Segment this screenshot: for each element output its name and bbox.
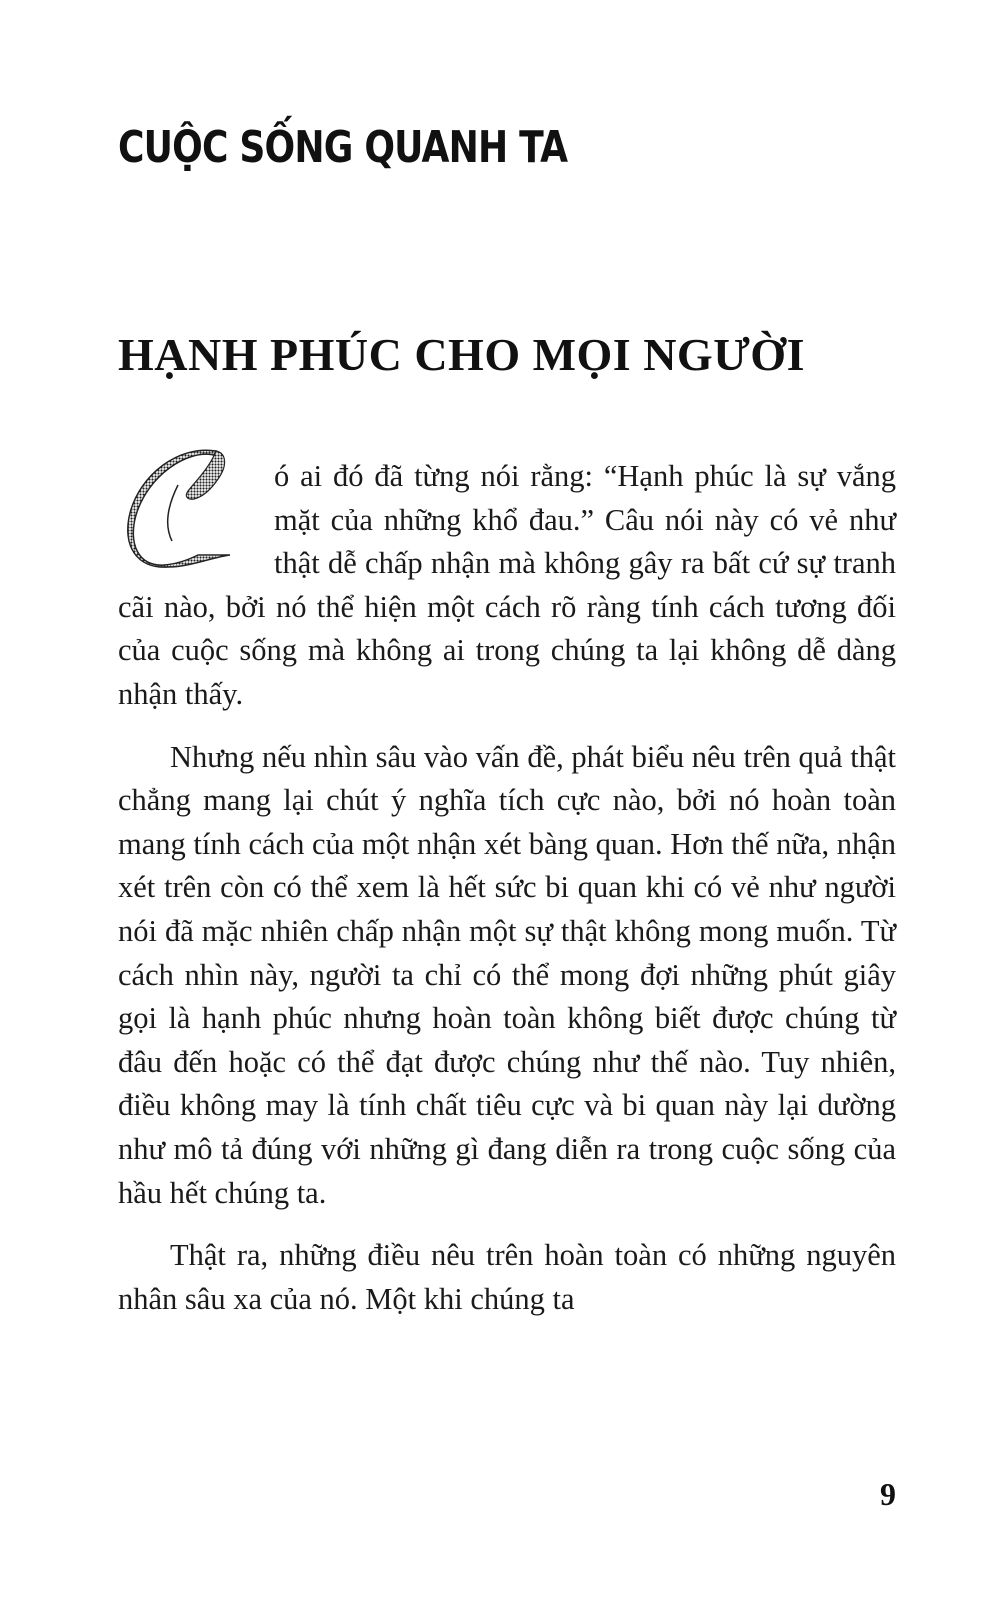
page-number: 9: [880, 1476, 896, 1512]
section-title: CUỘC SỐNG QUANH TA: [118, 122, 568, 173]
paragraph-2: Nhưng nếu nhìn sâu vào vấn đề, phát biểu nêu trên quả thật chẳng mang lại chút ý nghĩa tích cực nào, bởi nó hoàn toàn mang tính cách của một nhận xét bàng quan. Hơn thế nữa, nhận xét trên còn có thể xem là hết sức bi quan khi có vẻ như người nói đã mặc nhiên chấp nhận một sự thật không mong muốn. Từ cách nhìn này, người ta chỉ có thể mong đợi những phút giây gọi là hạnh phúc nhưng hoàn toàn không biết được chúng từ đâu đến hoặc có thể đạt được chúng như thế nào. Tuy nhiên, điều không may là tính chất tiêu cực và bi quan này lại dường như mô tả đúng với những gì đang diễn ra trong cuộc sống của hầu hết chúng ta.: [118, 739, 896, 1210]
paragraph-1: [118, 455, 896, 717]
paragraph-3: Thật ra, những điều nêu trên hoàn toàn có những nguyên nhân sâu xa của nó. Một khi chúng ta: [118, 1238, 896, 1316]
paragraph-1-text: ó ai đó đã từng nói rằng: “Hạnh phúc là sự vắng mặt của những khổ đau.” Câu nói này có vẻ như thật dễ chấp nhận mà không gây ra bất cứ sự tranh cãi nào, bởi nó thể hiện một cách rõ ràng tính cách tương đối của cuộc sống mà không ai trong chúng ta lại không dễ dàng nhận thấy.: [118, 459, 896, 711]
chapter-title: HẠNH PHÚC CHO MỌI NGƯỜI: [118, 329, 805, 380]
body-text: [118, 455, 896, 1340]
dropcap-c-icon: [118, 445, 278, 575]
dropcap-letter: [118, 459, 274, 577]
